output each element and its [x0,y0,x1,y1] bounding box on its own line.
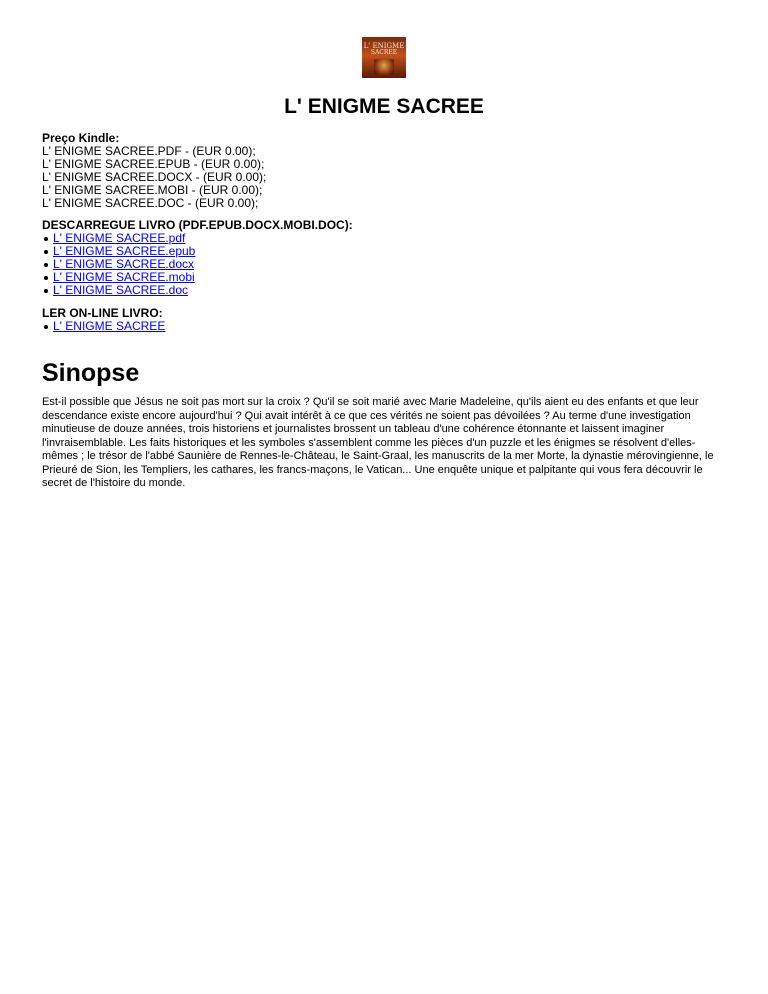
download-link-pdf[interactable]: L' ENIGME SACREE.pdf [53,231,186,245]
online-section [42,307,726,333]
bullet-icon [44,289,48,293]
price-label: Preço Kindle: [42,131,120,145]
bullet-icon [44,263,48,267]
book-cover-image [362,37,406,78]
price-line-doc: L' ENIGME SACREE.DOC - (EUR 0.00); [42,196,259,210]
download-link-doc[interactable]: L' ENIGME SACREE.doc [53,283,188,297]
price-line-mobi: L' ENIGME SACREE.MOBI - (EUR 0.00); [42,183,263,197]
price-section [42,132,726,210]
online-label: LER ON-LINE LIVRO: [42,306,163,320]
cover-artwork [374,59,394,75]
cover-title-line2: SACREE [370,49,398,56]
bullet-icon [44,325,48,329]
download-link-mobi[interactable]: L' ENIGME SACREE.mobi [53,270,195,284]
bullet-icon [44,276,48,280]
synopsis-heading: Sinopse [42,359,140,387]
cover-title-line1: L' ENIGME [363,42,405,50]
list-item [42,284,726,297]
price-line-epub: L' ENIGME SACREE.EPUB - (EUR 0.00); [42,157,265,171]
price-line-pdf: L' ENIGME SACREE.PDF - (EUR 0.00); [42,144,256,158]
cover-wrap [42,0,726,78]
online-list [42,320,726,333]
download-list [42,232,726,297]
download-label: DESCARREGUE LIVRO (PDF.EPUB.DOCX.MOBI.DOC): [42,218,353,232]
list-item [42,320,726,333]
price-line-docx: L' ENIGME SACREE.DOCX - (EUR 0.00); [42,170,267,184]
bullet-icon [44,250,48,254]
bullet-icon [44,237,48,241]
download-link-docx[interactable]: L' ENIGME SACREE.docx [53,257,194,271]
synopsis-text: Est-il possible que Jésus ne soit pas mort sur la croix ? Qu'il se soit marié avec Marie Madeleine, qu'ils aient eu des enfants et que leur descendance existe encore aujourd'hui ? Qui avait intérêt à ce que ces vérités ne soient pas dévoilées ? Au terme d'une investigation minutieuse de douze années, trois historiens et journalistes brossent un tableau d'une cohérence étonnante et laissent imaginer l'invraisemblable. Les faits historiques et les symboles s'assemblent comme les pièces d'un puzzle et les énigmes se résolvent d'elles-mêmes ; le trésor de l'abbé Saunière de Rennes-le-Château, le Saint-Graal, les manuscrits de la mer Morte, la dynastie mérovingienne, le Prieuré de Sion, les Templiers, les cathares, les francs-maçons, le Vatican... Une enquête unique et palpitante qui vous fera découvrir le secret de l'histoire du monde. [42,396,714,489]
download-section [42,219,726,297]
page-title: L' ENIGME SACREE [284,95,484,118]
download-link-epub[interactable]: L' ENIGME SACREE.epub [53,244,196,258]
read-online-link[interactable]: L' ENIGME SACREE [53,319,166,333]
